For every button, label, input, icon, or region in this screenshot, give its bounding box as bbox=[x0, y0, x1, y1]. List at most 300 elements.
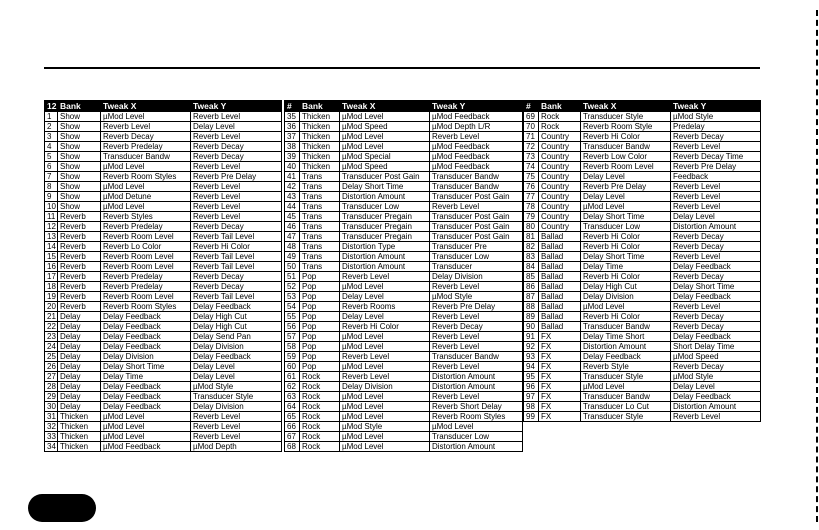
tweak-x-cell: µMod Level bbox=[101, 182, 191, 192]
tweak-y-cell: Delay Short Time bbox=[671, 282, 761, 292]
tweak-y-cell: Reverb Decay bbox=[430, 322, 523, 332]
table-row bbox=[524, 302, 761, 312]
table-row bbox=[45, 312, 282, 322]
table-row bbox=[524, 402, 761, 412]
row-number: 7 bbox=[45, 172, 58, 182]
column-header-bank: Bank bbox=[539, 101, 581, 112]
table-row bbox=[45, 122, 282, 132]
table-row bbox=[285, 202, 523, 212]
tweak-y-cell: Reverb Level bbox=[430, 332, 523, 342]
tweak-y-cell: µMod Style bbox=[430, 292, 523, 302]
bank-cell: Show bbox=[58, 132, 101, 142]
table-row bbox=[285, 292, 523, 302]
table-row bbox=[524, 382, 761, 392]
row-number: 52 bbox=[285, 282, 300, 292]
table-row bbox=[285, 322, 523, 332]
tweak-y-cell: Reverb Pre Delay bbox=[671, 162, 761, 172]
cut-line bbox=[816, 10, 818, 522]
bank-cell: FX bbox=[539, 332, 581, 342]
bank-cell: Show bbox=[58, 152, 101, 162]
row-number: 91 bbox=[524, 332, 539, 342]
table-row bbox=[45, 272, 282, 282]
tweak-y-cell: Reverb Decay bbox=[671, 362, 761, 372]
tweak-y-cell: Reverb Decay Time bbox=[671, 152, 761, 162]
row-number: 60 bbox=[285, 362, 300, 372]
table-row bbox=[524, 392, 761, 402]
row-number: 88 bbox=[524, 302, 539, 312]
bank-cell: FX bbox=[539, 412, 581, 422]
table-row bbox=[45, 342, 282, 352]
tweak-x-cell: Reverb Hi Color bbox=[581, 312, 671, 322]
tweak-x-cell: Reverb Style bbox=[581, 362, 671, 372]
table-row bbox=[524, 322, 761, 332]
bank-cell: Reverb bbox=[58, 292, 101, 302]
row-number: 42 bbox=[285, 182, 300, 192]
tweak-y-cell: Delay High Cut bbox=[191, 322, 282, 332]
row-number: 18 bbox=[45, 282, 58, 292]
row-number: 98 bbox=[524, 402, 539, 412]
row-number: 27 bbox=[45, 372, 58, 382]
row-number: 71 bbox=[524, 132, 539, 142]
tweak-x-cell: Transducer Lo Cut bbox=[581, 402, 671, 412]
tweak-x-cell: Delay Division bbox=[581, 292, 671, 302]
column-header-tweak-x: Tweak X bbox=[101, 101, 191, 112]
bank-cell: Show bbox=[58, 142, 101, 152]
tweak-y-cell: µMod Level bbox=[430, 422, 523, 432]
table-row bbox=[524, 292, 761, 302]
row-number: 46 bbox=[285, 222, 300, 232]
tweak-y-cell: Reverb Decay bbox=[191, 272, 282, 282]
table-row bbox=[45, 242, 282, 252]
table-row bbox=[45, 412, 282, 422]
bank-cell: Pop bbox=[300, 332, 340, 342]
column-header-number: 12 bbox=[45, 101, 58, 112]
table-row bbox=[45, 112, 282, 122]
table-row bbox=[45, 282, 282, 292]
tweak-y-cell: Distortion Amount bbox=[430, 382, 523, 392]
tweak-y-cell: Transducer bbox=[430, 262, 523, 272]
table-row bbox=[45, 382, 282, 392]
row-number: 39 bbox=[285, 152, 300, 162]
table-row bbox=[285, 152, 523, 162]
bank-cell: Trans bbox=[300, 242, 340, 252]
table-row bbox=[524, 182, 761, 192]
row-number: 77 bbox=[524, 192, 539, 202]
tweak-x-cell: µMod Level bbox=[340, 432, 430, 442]
tweak-x-cell: µMod Level bbox=[340, 362, 430, 372]
tweak-y-cell: Reverb Level bbox=[430, 132, 523, 142]
table-row bbox=[45, 152, 282, 162]
table-row bbox=[524, 362, 761, 372]
row-number: 72 bbox=[524, 142, 539, 152]
tweak-x-cell: Reverb Styles bbox=[101, 212, 191, 222]
row-number: 43 bbox=[285, 192, 300, 202]
bank-cell: Pop bbox=[300, 292, 340, 302]
tweak-y-cell: µMod Depth L/R bbox=[430, 122, 523, 132]
tweak-x-cell: µMod Level bbox=[101, 162, 191, 172]
header-rule bbox=[44, 67, 760, 69]
bank-cell: Country bbox=[539, 192, 581, 202]
bank-cell: Rock bbox=[300, 402, 340, 412]
tweak-y-cell: Transducer Post Gain bbox=[430, 192, 523, 202]
row-number: 59 bbox=[285, 352, 300, 362]
tweak-y-cell: µMod Style bbox=[671, 112, 761, 122]
tweak-x-cell: Delay High Cut bbox=[581, 282, 671, 292]
tweak-y-cell: Reverb Level bbox=[191, 412, 282, 422]
bank-cell: FX bbox=[539, 402, 581, 412]
table-row bbox=[285, 382, 523, 392]
tweak-x-cell: Reverb Hi Color bbox=[581, 242, 671, 252]
tweak-x-cell: Reverb Room Level bbox=[581, 162, 671, 172]
bank-cell: Ballad bbox=[539, 282, 581, 292]
row-number: 65 bbox=[285, 412, 300, 422]
row-number: 4 bbox=[45, 142, 58, 152]
row-number: 6 bbox=[45, 162, 58, 172]
table-row bbox=[45, 362, 282, 372]
tweak-x-cell: µMod Level bbox=[340, 412, 430, 422]
tweak-y-cell: Feedback bbox=[671, 172, 761, 182]
bank-cell: Reverb bbox=[58, 212, 101, 222]
tweak-x-cell: Reverb Predelay bbox=[101, 272, 191, 282]
row-number: 61 bbox=[285, 372, 300, 382]
tweak-y-cell: Delay Division bbox=[430, 272, 523, 282]
tweak-y-cell: Delay Send Pan bbox=[191, 332, 282, 342]
tweak-x-cell: Delay Short Time bbox=[101, 362, 191, 372]
bank-cell: FX bbox=[539, 342, 581, 352]
row-number: 68 bbox=[285, 442, 300, 452]
bank-cell: Show bbox=[58, 202, 101, 212]
table-row bbox=[285, 442, 523, 452]
tweak-x-cell: Distortion Amount bbox=[340, 192, 430, 202]
tweak-y-cell: Reverb Level bbox=[671, 142, 761, 152]
row-number: 29 bbox=[45, 392, 58, 402]
tweak-y-cell: Reverb Level bbox=[191, 182, 282, 192]
table-row bbox=[524, 282, 761, 292]
tweak-x-cell: µMod Level bbox=[340, 342, 430, 352]
tweak-y-cell: Delay Level bbox=[191, 122, 282, 132]
row-number: 35 bbox=[285, 112, 300, 122]
tweak-x-cell: Reverb Hi Color bbox=[340, 322, 430, 332]
bank-cell: Country bbox=[539, 142, 581, 152]
bank-cell: Ballad bbox=[539, 232, 581, 242]
table-row bbox=[45, 322, 282, 332]
tweak-y-cell: Delay Feedback bbox=[191, 302, 282, 312]
table-row bbox=[524, 122, 761, 132]
tweak-x-cell: Reverb Level bbox=[101, 122, 191, 132]
tweak-x-cell: Delay Time Short bbox=[581, 332, 671, 342]
bank-cell: Rock bbox=[300, 442, 340, 452]
tweak-y-cell: Transducer Low bbox=[430, 252, 523, 262]
bank-cell: Ballad bbox=[539, 252, 581, 262]
row-number: 13 bbox=[45, 232, 58, 242]
tweak-x-cell: Delay Feedback bbox=[101, 332, 191, 342]
bank-cell: Reverb bbox=[58, 302, 101, 312]
bank-cell: Trans bbox=[300, 252, 340, 262]
bank-cell: Reverb bbox=[58, 272, 101, 282]
tweak-y-cell: Predelay bbox=[671, 122, 761, 132]
tweak-x-cell: Transducer Post Gain bbox=[340, 172, 430, 182]
tweak-x-cell: Reverb Rooms bbox=[340, 302, 430, 312]
row-number: 92 bbox=[524, 342, 539, 352]
tweak-y-cell: Reverb Level bbox=[430, 282, 523, 292]
row-number: 9 bbox=[45, 192, 58, 202]
bank-cell: Delay bbox=[58, 392, 101, 402]
tweak-x-cell: Reverb Pre Delay bbox=[581, 182, 671, 192]
bank-cell: Pop bbox=[300, 362, 340, 372]
bank-cell: Ballad bbox=[539, 242, 581, 252]
table-row bbox=[285, 412, 523, 422]
bank-cell: Thicken bbox=[300, 142, 340, 152]
row-number: 12 bbox=[45, 222, 58, 232]
bank-cell: Pop bbox=[300, 302, 340, 312]
tweak-x-cell: Delay Short Time bbox=[581, 252, 671, 262]
table-row bbox=[285, 172, 523, 182]
tweak-y-cell: Reverb Level bbox=[671, 202, 761, 212]
bank-cell: Reverb bbox=[58, 232, 101, 242]
tweak-y-cell: Reverb Pre Delay bbox=[191, 172, 282, 182]
table-row bbox=[285, 402, 523, 412]
bank-cell: Show bbox=[58, 122, 101, 132]
tweak-y-cell: Reverb Level bbox=[671, 252, 761, 262]
row-number: 76 bbox=[524, 182, 539, 192]
bank-cell: Thicken bbox=[58, 442, 101, 452]
tweak-x-cell: Delay Level bbox=[340, 312, 430, 322]
tweak-y-cell: Transducer Low bbox=[430, 432, 523, 442]
table-row bbox=[45, 332, 282, 342]
bank-cell: Delay bbox=[58, 372, 101, 382]
tweak-x-cell: Reverb Room Level bbox=[101, 232, 191, 242]
tweak-x-cell: Reverb Predelay bbox=[101, 282, 191, 292]
bank-cell: Reverb bbox=[58, 242, 101, 252]
tweak-y-cell: Delay Level bbox=[671, 382, 761, 392]
row-number: 41 bbox=[285, 172, 300, 182]
row-number: 20 bbox=[45, 302, 58, 312]
tweak-y-cell: Reverb Decay bbox=[671, 232, 761, 242]
row-number: 86 bbox=[524, 282, 539, 292]
table-row bbox=[524, 312, 761, 322]
row-number: 23 bbox=[45, 332, 58, 342]
row-number: 31 bbox=[45, 412, 58, 422]
row-number: 81 bbox=[524, 232, 539, 242]
tweak-y-cell: µMod Speed bbox=[671, 352, 761, 362]
tweak-y-cell: Reverb Tail Level bbox=[191, 262, 282, 272]
tweak-x-cell: Delay Short Time bbox=[340, 182, 430, 192]
tweak-x-cell: µMod Level bbox=[340, 392, 430, 402]
row-number: 75 bbox=[524, 172, 539, 182]
tweak-y-cell: Reverb Level bbox=[191, 192, 282, 202]
row-number: 37 bbox=[285, 132, 300, 142]
tweak-x-cell: Delay Level bbox=[581, 172, 671, 182]
table-row bbox=[524, 152, 761, 162]
row-number: 49 bbox=[285, 252, 300, 262]
table-row bbox=[285, 162, 523, 172]
tweak-y-cell: Delay Division bbox=[191, 342, 282, 352]
row-number: 30 bbox=[45, 402, 58, 412]
bank-cell: Delay bbox=[58, 352, 101, 362]
tweak-y-cell: Reverb Level bbox=[430, 202, 523, 212]
tweak-x-cell: Reverb Room Level bbox=[101, 252, 191, 262]
table-row bbox=[285, 212, 523, 222]
tweak-x-cell: Reverb Room Level bbox=[101, 292, 191, 302]
column-header-tweak-y: Tweak Y bbox=[671, 101, 761, 112]
table-row bbox=[285, 422, 523, 432]
table-row bbox=[524, 272, 761, 282]
tweak-y-cell: Transducer Bandw bbox=[430, 352, 523, 362]
row-number: 70 bbox=[524, 122, 539, 132]
row-number: 96 bbox=[524, 382, 539, 392]
bank-cell: FX bbox=[539, 392, 581, 402]
tweak-y-cell: Reverb Level bbox=[671, 182, 761, 192]
row-number: 1 bbox=[45, 112, 58, 122]
tweak-x-cell: Delay Level bbox=[340, 292, 430, 302]
table-row bbox=[45, 172, 282, 182]
bank-cell: Thicken bbox=[300, 162, 340, 172]
table-row bbox=[45, 222, 282, 232]
tweak-y-cell: Reverb Decay bbox=[671, 272, 761, 282]
table-row bbox=[285, 312, 523, 322]
bank-cell: Delay bbox=[58, 362, 101, 372]
row-number: 48 bbox=[285, 242, 300, 252]
tweak-x-cell: µMod Level bbox=[101, 422, 191, 432]
tweak-x-cell: Transducer Bandw bbox=[581, 392, 671, 402]
tweak-y-cell: Transducer Style bbox=[191, 392, 282, 402]
column-header-number: # bbox=[285, 101, 300, 112]
table-row bbox=[45, 352, 282, 362]
row-number: 90 bbox=[524, 322, 539, 332]
row-number: 45 bbox=[285, 212, 300, 222]
tweak-y-cell: Reverb Level bbox=[430, 392, 523, 402]
tweak-y-cell: Reverb Level bbox=[191, 132, 282, 142]
tweak-y-cell: Reverb Level bbox=[191, 202, 282, 212]
tweak-x-cell: Distortion Amount bbox=[340, 262, 430, 272]
row-number: 51 bbox=[285, 272, 300, 282]
bank-cell: Show bbox=[58, 162, 101, 172]
table-header-row bbox=[45, 101, 282, 112]
table-row bbox=[45, 252, 282, 262]
column-header-tweak-y: Tweak Y bbox=[191, 101, 282, 112]
row-number: 94 bbox=[524, 362, 539, 372]
tweak-y-cell: Distortion Amount bbox=[671, 402, 761, 412]
table-row bbox=[285, 352, 523, 362]
table-row bbox=[285, 392, 523, 402]
bank-cell: FX bbox=[539, 372, 581, 382]
tweak-x-cell: Transducer Style bbox=[581, 412, 671, 422]
row-number: 53 bbox=[285, 292, 300, 302]
tweak-x-cell: Reverb Decay bbox=[101, 132, 191, 142]
table-row bbox=[45, 432, 282, 442]
row-number: 89 bbox=[524, 312, 539, 322]
row-number: 73 bbox=[524, 152, 539, 162]
bank-cell: Country bbox=[539, 182, 581, 192]
table-row bbox=[285, 242, 523, 252]
bank-cell: Ballad bbox=[539, 272, 581, 282]
table-row bbox=[45, 292, 282, 302]
table-row bbox=[524, 202, 761, 212]
row-number: 78 bbox=[524, 202, 539, 212]
table-header-row bbox=[524, 101, 761, 112]
bank-cell: Rock bbox=[300, 382, 340, 392]
row-number: 57 bbox=[285, 332, 300, 342]
tweak-x-cell: µMod Level bbox=[340, 132, 430, 142]
tweak-x-cell: µMod Speed bbox=[340, 122, 430, 132]
row-number: 85 bbox=[524, 272, 539, 282]
bank-cell: Trans bbox=[300, 172, 340, 182]
tweak-x-cell: Transducer Style bbox=[581, 112, 671, 122]
row-number: 26 bbox=[45, 362, 58, 372]
row-number: 83 bbox=[524, 252, 539, 262]
table-row bbox=[285, 182, 523, 192]
tweak-y-cell: Reverb Decay bbox=[191, 142, 282, 152]
bank-cell: Reverb bbox=[58, 222, 101, 232]
tweak-x-cell: Reverb Room Styles bbox=[101, 302, 191, 312]
table-row bbox=[524, 332, 761, 342]
tweak-table-2 bbox=[284, 100, 523, 452]
tweak-x-cell: Reverb Hi Color bbox=[581, 272, 671, 282]
tweak-y-cell: Delay Level bbox=[191, 362, 282, 372]
tweak-y-cell: Delay Division bbox=[191, 402, 282, 412]
tweak-y-cell: Reverb Level bbox=[191, 212, 282, 222]
table-row bbox=[45, 192, 282, 202]
tweak-y-cell: Reverb Tail Level bbox=[191, 232, 282, 242]
row-number: 36 bbox=[285, 122, 300, 132]
tweak-y-cell: Short Delay Time bbox=[671, 342, 761, 352]
row-number: 82 bbox=[524, 242, 539, 252]
row-number: 62 bbox=[285, 382, 300, 392]
table-row bbox=[524, 252, 761, 262]
row-number: 10 bbox=[45, 202, 58, 212]
tweak-x-cell: Delay Time bbox=[101, 372, 191, 382]
tweak-x-cell: Reverb Room Styles bbox=[101, 172, 191, 182]
tweak-x-cell: µMod Level bbox=[340, 112, 430, 122]
table-row bbox=[45, 442, 282, 452]
table-row bbox=[524, 352, 761, 362]
tweak-x-cell: Transducer Style bbox=[581, 372, 671, 382]
table-row bbox=[285, 372, 523, 382]
row-number: 15 bbox=[45, 252, 58, 262]
tweak-x-cell: Delay Feedback bbox=[101, 392, 191, 402]
tweak-x-cell: µMod Feedback bbox=[101, 442, 191, 452]
table-row bbox=[45, 182, 282, 192]
bank-cell: Country bbox=[539, 212, 581, 222]
table-row bbox=[524, 112, 761, 122]
bank-cell: Reverb bbox=[58, 282, 101, 292]
bank-cell: Trans bbox=[300, 192, 340, 202]
tweak-y-cell: Reverb Short Delay bbox=[430, 402, 523, 412]
column-header-tweak-y: Tweak Y bbox=[430, 101, 523, 112]
tweak-x-cell: µMod Special bbox=[340, 152, 430, 162]
bank-cell: Pop bbox=[300, 312, 340, 322]
tweak-y-cell: Transducer Bandw bbox=[430, 182, 523, 192]
table-row bbox=[45, 142, 282, 152]
bank-cell: Rock bbox=[539, 112, 581, 122]
bank-cell: Country bbox=[539, 162, 581, 172]
tweak-y-cell: Delay Feedback bbox=[671, 332, 761, 342]
bank-cell: Rock bbox=[300, 412, 340, 422]
tweak-y-cell: µMod Style bbox=[671, 372, 761, 382]
tweak-y-cell: Reverb Decay bbox=[671, 322, 761, 332]
bank-cell: Delay bbox=[58, 332, 101, 342]
bank-cell: FX bbox=[539, 352, 581, 362]
row-number: 32 bbox=[45, 422, 58, 432]
bank-cell: Country bbox=[539, 202, 581, 212]
tweak-x-cell: Transducer Pregain bbox=[340, 232, 430, 242]
table-row bbox=[45, 372, 282, 382]
tweak-y-cell: Reverb Decay bbox=[191, 152, 282, 162]
table-row bbox=[45, 262, 282, 272]
row-number: 95 bbox=[524, 372, 539, 382]
bank-cell: Delay bbox=[58, 382, 101, 392]
row-number: 14 bbox=[45, 242, 58, 252]
